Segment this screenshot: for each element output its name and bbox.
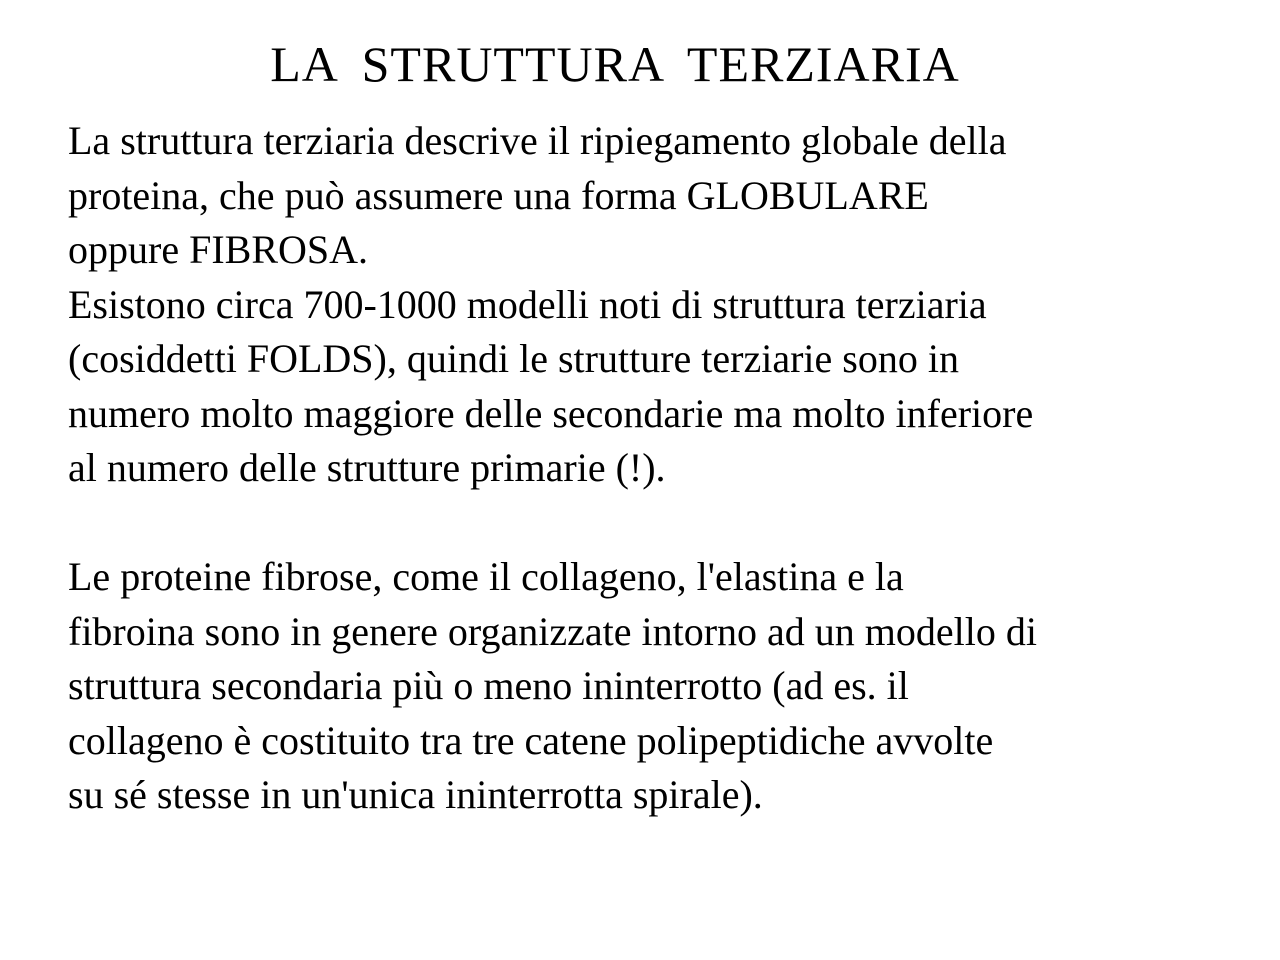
text-line: Esistono circa 700-1000 modelli noti di struttura terziaria (68, 281, 987, 327)
text-line: numero molto maggiore delle secondarie ma molto inferiore (68, 390, 1034, 436)
paragraph-tertiary-structure (68, 114, 1258, 496)
text-line: (cosiddetti FOLDS), quindi le strutture terziarie sono in (68, 336, 959, 381)
text-line: proteina, che può assumere una forma GLOBULARE (68, 172, 929, 218)
text-line: La struttura terziaria descrive il ripiegamento globale della (68, 118, 1007, 163)
text-line: fibroina sono in genere organizzate intorno ad un modello di (68, 608, 1037, 654)
text-line: struttura secondaria più o meno ininterrotto (ad es. il (68, 663, 909, 708)
paragraph-spacer (68, 496, 1258, 551)
text-line: oppure FIBROSA. (68, 227, 369, 272)
text-line: Le proteine fibrose, come il collageno, l'elastina e la (68, 554, 904, 599)
slide-title: LA STRUTTURA TERZIARIA (270, 36, 960, 92)
slide-body (68, 114, 1258, 823)
text-line: su sé stesse in un'unica ininterrotta spirale). (68, 772, 763, 817)
paragraph-fibrous-proteins (68, 550, 1258, 823)
text-line: collageno è costituito tra tre catene polipeptidiche avvolte (68, 717, 994, 763)
text-line: al numero delle strutture primarie (!). (68, 445, 666, 490)
